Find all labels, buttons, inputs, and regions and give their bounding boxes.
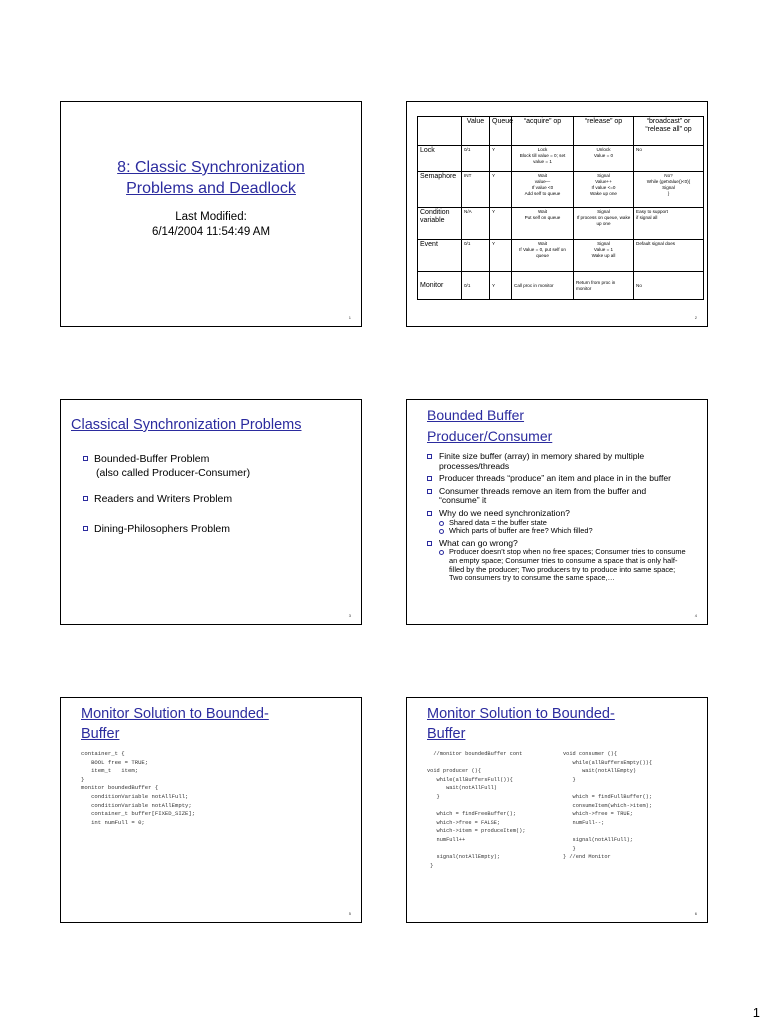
table-row [418,240,704,272]
list-item [427,452,689,471]
slide-number: 5 [348,911,351,916]
slide-number: 4 [694,613,697,618]
square-bullet-icon [83,496,88,501]
table-cell: Unlock Value = 0 [574,146,634,172]
bullet-text: Readers and Writers Problem [94,493,233,505]
bullet-text: Why do we need synchronization? [439,507,570,518]
title-line-2: Problems and Deadlock [126,180,296,197]
bullet-subtext: (also called Producer-Consumer) [96,467,251,479]
header-blank [418,117,462,146]
sub-bullet-text: Shared data = the buffer state [449,517,547,527]
modified-date: 6/14/2004 11:54:49 AM [151,226,271,238]
slide-number: 3 [348,613,351,618]
list-item [83,522,343,536]
table-cell: 0/1 [462,240,490,272]
code-block-consumer: void consumer (){ while(allBuffersEmpty()){ wait(notAllEmpty) } which = findFullBuffer(); consumeItem(which->item); which->free = TRUE; numFull--; signal(notAllFull); } } //end Monitor [563,751,653,861]
slide-2 [406,101,708,327]
list-item [427,487,689,506]
slide-5-title [81,704,269,744]
square-bullet-icon [427,511,432,516]
table-cell: INT [462,172,490,208]
table-cell: Return from proc in monitor [574,272,634,300]
row-name: Lock [418,146,462,172]
table-cell: Y [490,172,512,208]
bullet-list [83,452,343,536]
circle-bullet-icon [439,550,444,555]
sub-list-item [439,548,689,582]
header-cell: Value [462,117,490,146]
square-bullet-icon [427,489,432,494]
sub-list [439,519,689,536]
square-bullet-icon [83,526,88,531]
title-line-2: Producer/Consumer [427,428,553,444]
title-line-1: 8: Classic Synchronization [117,159,305,176]
slide-number: 2 [694,315,697,320]
sync-primitives-table [417,116,704,300]
row-name: Monitor [418,272,462,300]
title-line-2: Buffer [81,726,120,742]
bullet-text: Finite size buffer (array) in memory shared by multiple processes/threads [439,451,645,471]
list-item [427,474,689,484]
sub-list-item [439,527,689,536]
title-line-1: Bounded Buffer [427,407,525,423]
slide-3-title [71,415,302,435]
table-cell: 0/1 [462,146,490,172]
slide-6-title [427,704,615,744]
table-cell: Call proc in monitor [512,272,574,300]
row-name: Event [418,240,462,272]
square-bullet-icon [427,476,432,481]
row-name: Condition variable [418,208,462,240]
title-line-2: Buffer [427,726,466,742]
slide-1 [60,101,362,327]
page-number: 1 [752,1005,760,1020]
sub-list [439,548,689,582]
square-bullet-icon [427,541,432,546]
table-row [418,146,704,172]
modified-label: Last Modified: [175,211,247,223]
title-text: Classical Synchronization Problems [71,417,302,433]
list-item [83,492,343,506]
sub-bullet-text: Producer doesn’t stop when no free spaces; Consumer tries to consume an empty space; Consumer tries to consume a space that is only half-filled by the producer; Two producers try to produce into same space; Two consumers try to consume the same space,… [449,547,686,583]
table-cell: Y [490,208,512,240]
list-item [83,452,343,480]
table-cell: 0/1 [462,272,490,300]
slide-4-title [427,405,552,447]
table-cell: No [634,146,704,172]
code-block: container_t { BOOL free = TRUE; item_t item; } monitor boundedBuffer { conditionVariable notAllFull; conditionVariable notAllEmpty; container_t buffer[FIXED_SIZE]; int numFull = 0; [81,750,196,826]
bullet-text: Bounded-Buffer Problem [94,453,210,465]
title-line-1: Monitor Solution to Bounded- [81,706,269,722]
table-cell: Signal Value = 1 Wake up all [574,240,634,272]
table-cell: No? While (getValue()<0){ Signal } [634,172,704,208]
slide-5 [60,697,362,923]
table-cell: Y [490,240,512,272]
table-cell: Wait Put self on queue [512,208,574,240]
table-cell: Y [490,146,512,172]
table-cell: Easy to support if signal all [634,208,704,240]
header-cell: Queue [490,117,512,146]
list-item [427,509,689,536]
bullet-text: What can go wrong? [439,537,518,548]
bullet-list [427,452,689,583]
table-cell: N/A [462,208,490,240]
sub-bullet-text: Which parts of buffer are free? Which filled? [449,526,593,536]
square-bullet-icon [427,454,432,459]
header-cell: “release” op [574,117,634,146]
table-cell: Y [490,272,512,300]
header-cell: “acquire” op [512,117,574,146]
bullet-text: Consumer threads remove an item from the buffer and “consume” it [439,485,647,506]
table-cell: Signal If process on queue, wake up one [574,208,634,240]
table-cell: Lock Block till value = 0; set value = 1 [512,146,574,172]
table-cell: Wait If Value = 0, put self on queue [512,240,574,272]
table-row [418,208,704,240]
table-header-row [418,117,704,146]
slide-4 [406,399,708,625]
slide-6 [406,697,708,923]
slide-1-title [61,157,361,199]
table-cell: Wait value— If value <0 Add self to queue [512,172,574,208]
table-row [418,172,704,208]
square-bullet-icon [83,456,88,461]
circle-bullet-icon [439,521,444,526]
list-item [427,539,689,583]
slide-3 [60,399,362,625]
bullet-text: Dining-Philosophers Problem [94,523,230,535]
table-cell: No [634,272,704,300]
bullet-text: Producer threads “produce” an item and place in in the buffer [439,473,672,484]
circle-bullet-icon [439,529,444,534]
table-row [418,272,704,300]
slide-1-subtitle [61,210,361,240]
row-name: Semaphore [418,172,462,208]
title-line-1: Monitor Solution to Bounded- [427,706,615,722]
code-block-producer: //monitor boundedBuffer cont void producer (){ while(allBuffersFull()){ wait(notAllFull) } which = findFreeBuffer(); which->free = FALSE; which->item = produceItem(); numFull++ signal(notAllEmpty); } [427,751,526,869]
slide-number: 1 [348,315,351,320]
header-cell: “broadcast” or “release all” op [634,117,704,146]
table-cell: Default signal does [634,240,704,272]
slide-number: 6 [694,911,697,916]
table-cell: Signal Value++ If value <=0 Wake up one [574,172,634,208]
